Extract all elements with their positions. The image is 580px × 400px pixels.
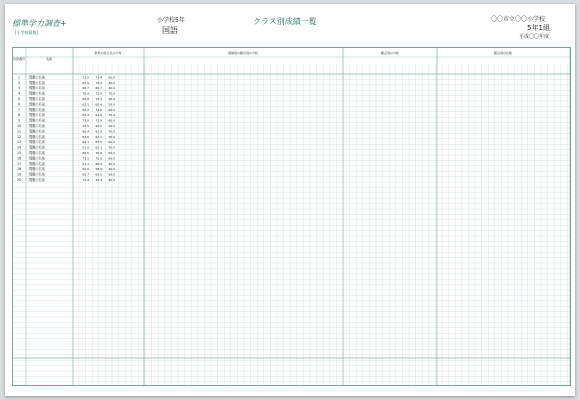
- row-number: 13: [16, 140, 22, 145]
- score-value: 62.1: [82, 102, 89, 107]
- score-value: 60.0: [108, 107, 115, 112]
- row-number: 14: [16, 145, 22, 150]
- score-value: 70.0: [108, 113, 115, 118]
- score-value: 73.4: [95, 97, 102, 101]
- score-value: 40.0: [108, 178, 115, 182]
- score-value: 60.0: [108, 156, 115, 161]
- student-name: 問題の名前: [29, 156, 45, 161]
- school-name: 〇〇市立〇〇小学校: [491, 16, 546, 23]
- student-name: 問題の名前: [29, 102, 45, 107]
- row-number: 20: [16, 178, 22, 182]
- score-value: 60.0: [108, 75, 115, 80]
- student-name: 問題の名前: [29, 145, 45, 150]
- row-number: 1: [17, 75, 21, 80]
- score-value: 69.0: [95, 172, 102, 177]
- student-name: 問題の名前: [29, 140, 45, 145]
- score-value: 73.4: [95, 75, 102, 80]
- row-number: 19: [16, 172, 22, 177]
- score-value: 80.4: [82, 129, 89, 134]
- student-name: 問題の名前: [29, 80, 45, 85]
- score-value: 65.5: [95, 140, 102, 145]
- student-name: 問題の名前: [29, 75, 45, 80]
- score-value: 58.9: [95, 167, 102, 172]
- score-value: 69.8: [82, 97, 89, 101]
- score-grid: [13, 48, 570, 385]
- column-group-label: 教科の総合点の分布: [94, 51, 122, 55]
- score-value: 61.6: [95, 113, 102, 118]
- score-value: 50.0: [82, 167, 89, 172]
- score-value: 50.0: [108, 102, 115, 107]
- period-label: 平成〇〇年度: [519, 34, 550, 40]
- score-value: 70.0: [108, 91, 115, 96]
- score-value: 62.1: [95, 134, 102, 139]
- score-value: 20.0: [108, 124, 115, 128]
- grid-text: [13, 50, 513, 182]
- score-value: 80.9: [95, 161, 102, 166]
- score-value: 69.2: [82, 107, 89, 112]
- score-value: 67.9: [82, 80, 89, 85]
- score-value: 73.0: [82, 75, 89, 80]
- score-value: 73.4: [95, 80, 102, 85]
- student-name: 問題の名前: [29, 107, 45, 112]
- row-number: 3: [17, 86, 21, 91]
- student-name: 問題の名前: [29, 97, 45, 101]
- score-value: 60.0: [108, 118, 115, 123]
- document-title: クラス別成績一覧: [253, 17, 317, 26]
- subject-label: 国語: [162, 26, 178, 35]
- student-name: 問題の名前: [29, 161, 45, 166]
- student-name: 問題の名前: [29, 172, 45, 177]
- score-value: 40.0: [108, 86, 115, 91]
- score-value: 50.0: [108, 151, 115, 155]
- row-number: 5: [17, 97, 21, 101]
- score-value: 70.0: [108, 134, 115, 139]
- column-group-label: 観点別の分析: [380, 51, 400, 55]
- score-value: 70.0: [108, 129, 115, 134]
- score-value: 70.0: [108, 145, 115, 150]
- score-value: 60.0: [108, 140, 115, 145]
- row-number: 10: [16, 124, 22, 128]
- score-value: 72.4: [95, 91, 102, 96]
- score-value: 75.9: [95, 118, 102, 123]
- score-value: 63.6: [82, 134, 89, 139]
- row-number: 8: [17, 113, 21, 118]
- row-number: 2: [17, 80, 21, 85]
- student-name: 問題の名前: [29, 178, 45, 182]
- column-group-label: 領域別の観点別の分析: [227, 51, 259, 55]
- row-number: 4: [17, 91, 21, 96]
- score-table: [12, 47, 571, 386]
- row-number: 17: [16, 161, 22, 166]
- score-value: 73.1: [82, 156, 89, 161]
- score-value: 74.0: [95, 107, 102, 112]
- score-value: 73.0: [82, 118, 89, 123]
- student-name: 問題の名前: [29, 118, 45, 123]
- score-value: 20.0: [95, 124, 102, 128]
- score-value: 63.4: [82, 113, 89, 118]
- score-value: 40.0: [108, 161, 115, 166]
- test-subtitle: [小学校算数]: [15, 30, 39, 35]
- score-value: 40.0: [108, 80, 115, 85]
- score-value: 62.1: [95, 145, 102, 150]
- score-value: 70.6: [95, 151, 102, 155]
- score-value: 75.9: [95, 156, 102, 161]
- score-value: 71.4: [82, 178, 89, 182]
- row-number: 7: [17, 107, 21, 112]
- score-value: 82.8: [95, 129, 102, 134]
- score-value: 23.5: [82, 124, 89, 128]
- class-label: 5年1組: [527, 24, 550, 32]
- score-value: 51.1: [82, 161, 89, 166]
- row-number: 11: [16, 129, 22, 134]
- row-number: 15: [16, 151, 22, 155]
- score-value: 66.5: [82, 151, 89, 155]
- score-value: 70.9: [82, 91, 89, 96]
- row-number: 12: [16, 134, 22, 139]
- header-no-label: 出席番号: [13, 57, 26, 61]
- student-name: 問題の名前: [29, 124, 45, 128]
- column-group-label: 観点別の比較: [493, 51, 513, 55]
- score-value: 76.3: [95, 178, 102, 182]
- score-value: 60.0: [108, 172, 115, 177]
- score-value: 65.7: [95, 86, 102, 91]
- score-value: 64.1: [82, 140, 89, 145]
- report-sheet: [5, 4, 575, 396]
- header-name-label: 名前: [45, 57, 53, 61]
- student-name: 問題の名前: [29, 129, 45, 134]
- student-name: 問題の名前: [29, 151, 45, 155]
- student-name: 問題の名前: [29, 113, 45, 118]
- score-value: 40.0: [108, 167, 115, 172]
- score-value: 61.0: [82, 145, 89, 150]
- student-name: 問題の名前: [29, 167, 45, 172]
- row-number: 9: [17, 118, 21, 123]
- test-title: 標準学力調査+: [12, 19, 67, 28]
- row-number: 6: [17, 102, 21, 107]
- score-value: 40.0: [108, 97, 115, 101]
- row-number: 16: [16, 156, 22, 161]
- score-value: 60.7: [82, 86, 89, 91]
- student-name: 問題の名前: [29, 134, 45, 139]
- score-value: 65.7: [82, 172, 89, 177]
- grade-label: 小学校5年: [157, 17, 185, 24]
- row-number: 18: [16, 167, 22, 172]
- student-name: 問題の名前: [29, 86, 45, 91]
- score-value: 60.4: [95, 102, 102, 107]
- student-name: 問題の名前: [29, 91, 45, 96]
